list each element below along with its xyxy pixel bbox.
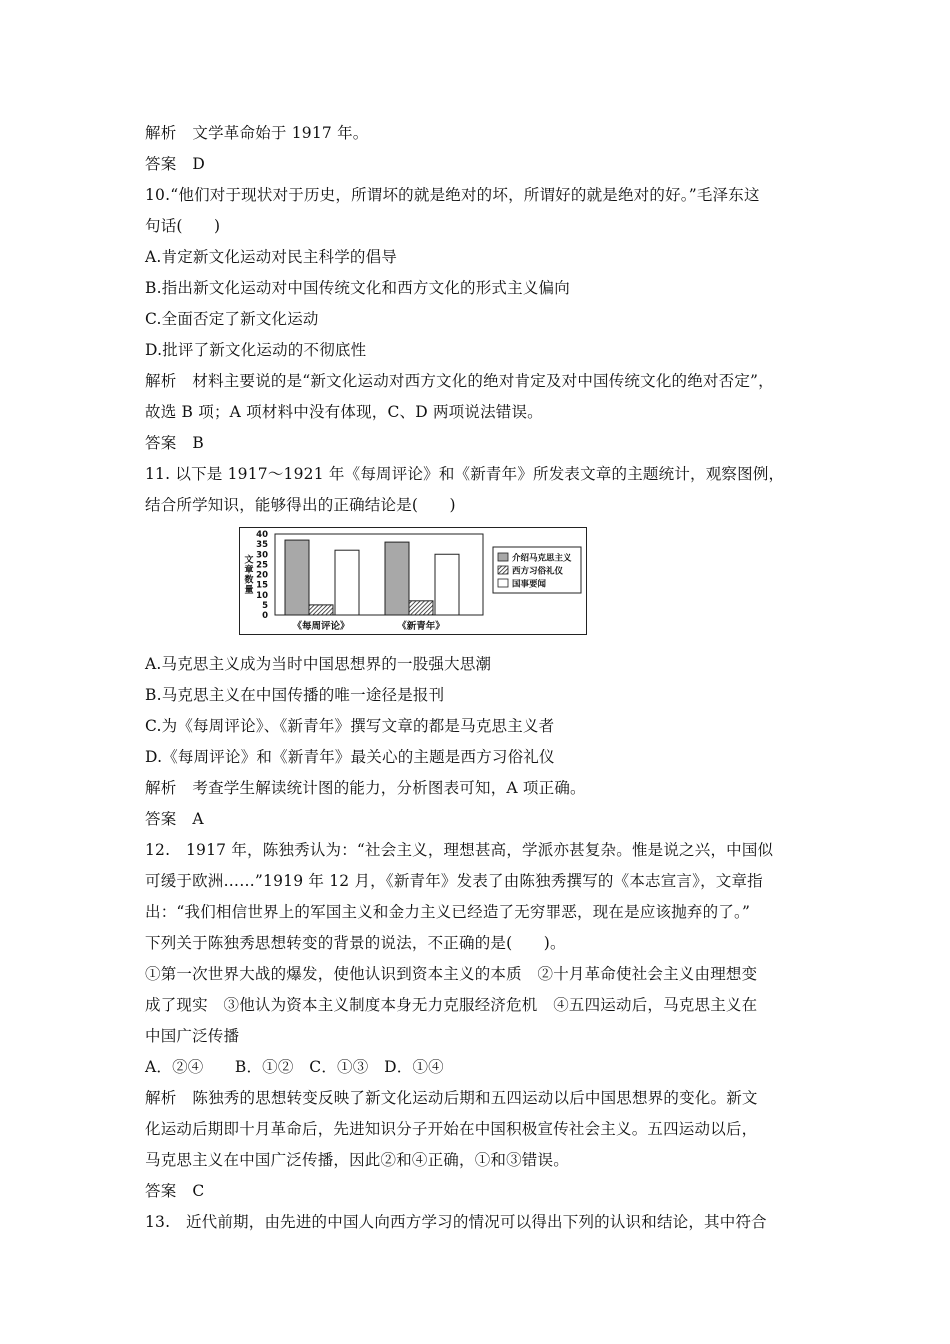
category-label: 《每周评论》 (292, 621, 350, 632)
y-tick-label: 30 (256, 550, 268, 561)
q11-stem-2: 结合所学知识，能够得出的正确结论是( ) (145, 496, 456, 514)
q10-option-b: B.指出新文化运动对中国传统文化和西方文化的形式主义偏向 (145, 279, 570, 297)
legend-swatch (498, 553, 508, 561)
legend-label: 国事要闻 (512, 579, 547, 590)
q11-option-d: D.《每周评论》和《新青年》最关心的主题是西方习俗礼仪 (145, 748, 555, 766)
y-tick-label: 5 (262, 600, 268, 611)
y-axis-label-char: 数 (244, 575, 254, 586)
q12-stem-1: 12. 1917 年，陈独秀认为：“社会主义，理想甚高，学派亦甚复杂。惟是说之兴，中国似 (145, 841, 774, 859)
q12-analysis-3: 马克思主义在中国广泛传播，因此②和④正确，①和③错误。 (145, 1151, 569, 1169)
q12-answer: 答案 C (145, 1182, 205, 1200)
bar-2-2 (409, 601, 433, 615)
bar-chart (239, 527, 587, 635)
q11-option-c: C.为《每周评论》、《新青年》撰写文章的都是马克思主义者 (145, 717, 555, 735)
q11-option-a: A.马克思主义成为当时中国思想界的一股强大思潮 (145, 655, 492, 673)
q11-answer: 答案 A (145, 810, 204, 828)
q12-item-1: ①第一次世界大战的爆发，使他认识到资本主义的本质 ②十月革命使社会主义由理想变 (145, 965, 758, 983)
y-tick-label: 0 (262, 611, 268, 621)
q13-stem-1: 13. 近代前期，由先进的中国人向西方学习的情况可以得出下列的认识和结论，其中符合 (145, 1213, 767, 1231)
y-tick-label: 35 (256, 540, 268, 551)
q12-stem-3: 出：“我们相信世界上的军国主义和金力主义已经造了无穷罪恶，现在是应该抛弃的了。” (145, 903, 751, 921)
legend-swatch (498, 566, 508, 574)
q9-answer: 答案 D (145, 155, 206, 173)
y-axis-label-char: 量 (244, 585, 254, 596)
q10-stem-2: 句话( ) (145, 217, 221, 235)
q10-analysis-2: 故选 B 项；A 项材料中没有体现，C、D 两项说法错误。 (145, 403, 543, 421)
q11-analysis: 解析 考查学生解读统计图的能力，分析图表可知，A 项正确。 (145, 779, 586, 797)
q11-chart (145, 523, 825, 645)
q12-analysis-1: 解析 陈独秀的思想转变反映了新文化运动后期和五四运动以后中国思想界的变化。新文 (145, 1089, 758, 1107)
q9-analysis: 解析 文学革命始于 1917 年。 (145, 124, 369, 142)
bar-1-2 (385, 542, 409, 615)
q12-analysis-2: 化运动后期即十月革命后，先进知识分子开始在中国积极宣传社会主义。五四运动以后， (145, 1120, 758, 1138)
bar-1-1 (285, 540, 309, 615)
q10-analysis-1: 解析 材料主要说的是“新文化运动对西方文化的绝对肯定及对中国传统文化的绝对否定”， (145, 372, 774, 390)
y-axis-label-char: 章 (244, 565, 254, 576)
bar-3-1 (335, 550, 359, 615)
y-tick-label: 20 (256, 570, 268, 581)
bar-3-2 (435, 554, 459, 615)
y-tick-label: 40 (256, 530, 268, 540)
y-tick-label: 10 (256, 590, 268, 601)
document-page (145, 118, 825, 1238)
q10-option-c: C.全面否定了新文化运动 (145, 310, 319, 328)
q10-answer: 答案 B (145, 434, 204, 452)
y-axis-label-char: 文 (244, 555, 254, 566)
legend-label: 西方习俗礼仪 (512, 566, 564, 577)
y-tick-label: 15 (256, 580, 268, 591)
q11-option-b: B.马克思主义在中国传播的唯一途径是报刊 (145, 686, 445, 704)
legend-label: 介绍马克思主义 (512, 553, 572, 564)
category-label: 《新青年》 (397, 621, 445, 632)
q11-stem-1: 11. 以下是 1917～1921 年《每周评论》和《新青年》所发表文章的主题统计，观察图例， (145, 465, 785, 483)
q12-stem-2: 可缓于欧洲……”1919 年 12 月，《新青年》发表了由陈独秀撰写的《本志宣言》，文章指 (145, 872, 763, 890)
q12-options: A．②④ B．①② C．①③ D．①④ (145, 1058, 444, 1076)
legend-swatch (498, 579, 508, 587)
q10-option-a: A.肯定新文化运动对民主科学的倡导 (145, 248, 398, 266)
q12-item-2: 成了现实 ③他认为资本主义制度本身无力克服经济危机 ④五四运动后，马克思主义在 (145, 996, 758, 1014)
q12-item-3: 中国广泛传播 (145, 1027, 240, 1045)
q12-stem-4: 下列关于陈独秀思想转变的背景的说法，不正确的是( )。 (145, 934, 566, 952)
bar-2-1 (309, 605, 333, 615)
y-tick-label: 25 (256, 560, 268, 571)
q10-stem-1: 10.“他们对于现状对于历史，所谓坏的就是绝对的坏，所谓好的就是绝对的好。”毛泽东这 (145, 186, 760, 204)
q10-option-d: D.批评了新文化运动的不彻底性 (145, 341, 367, 359)
